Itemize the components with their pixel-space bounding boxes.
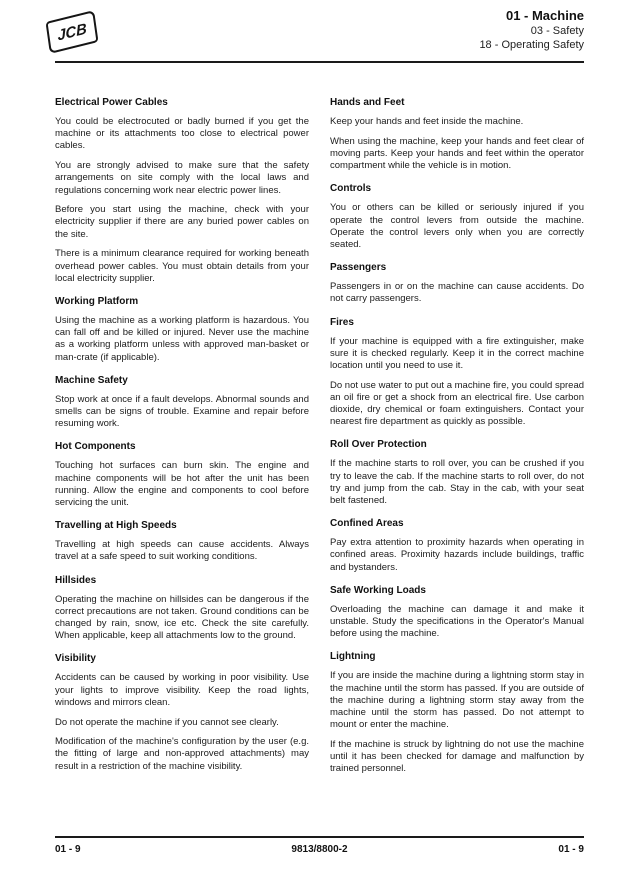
section-paragraphs	[330, 604, 584, 641]
safety-section	[55, 296, 309, 364]
header-rule	[55, 61, 584, 63]
section-heading: Roll Over Protection	[330, 439, 427, 451]
paragraph: Using the machine as a working platform is hazardous. You can fall off and be killed or injured. Never use the machine as a working platform unless with approved man-basket or man-crate (if applicable).	[55, 314, 309, 363]
right-column	[330, 95, 584, 783]
safety-section	[55, 441, 309, 509]
paragraph: If the machine is struck by lightning do not use the machine until it has been checked for damage and malfunction by trained personnel.	[330, 739, 584, 775]
section-paragraphs	[330, 458, 584, 507]
paragraph: Before you start using the machine, check with your electricity supplier if there are any buried power cables on the site.	[55, 204, 309, 240]
footer-page-number-left: 01 - 9	[55, 844, 81, 855]
section-paragraphs	[55, 116, 309, 285]
section-heading: Hot Components	[55, 441, 136, 453]
paragraph: Operating the machine on hillsides can be dangerous if the correct precautions are not taken. Ground conditions can be changed by rain, snow, ice etc. Check the site carefully. When applicable, keep all attachments low to the ground.	[55, 593, 309, 642]
paragraph: Travelling at high speeds can cause accidents. Always travel at a safe speed to suit working conditions.	[55, 539, 309, 563]
section-heading: Electrical Power Cables	[55, 97, 168, 108]
paragraph: When using the machine, keep your hands and feet clear of moving parts. Keep your hands and feet within the operator compartment while the vehicle is in motion.	[330, 135, 584, 172]
paragraph: Touching hot surfaces can burn skin. The engine and machine components will be hot after the unit has been running. Allow the engine and components to cool before servicing the unit.	[55, 460, 309, 508]
section-heading: Hands and Feet	[330, 97, 405, 108]
section-heading: Hillsides	[55, 574, 97, 586]
paragraph: You are strongly advised to make sure that the safety arrangements on site comply with the local laws and regulations concerning work near electric power lines.	[55, 160, 309, 196]
paragraph: Overloading the machine can damage it and make it unstable. Study the specifications in the Operator's Manual before using the machine.	[330, 603, 584, 640]
paragraph: Accidents can be caused by working in poor visibility. Use your lights to improve visibility. Keep the road lights, windows and mirrors clean.	[55, 672, 309, 708]
safety-section	[55, 575, 309, 643]
page-header	[479, 9, 584, 51]
section-paragraphs	[55, 672, 309, 772]
safety-section	[55, 520, 309, 563]
jcb-logo-text: JCB	[56, 19, 88, 45]
section-paragraphs	[55, 594, 309, 643]
page-content	[55, 95, 584, 783]
paragraph: If you are inside the machine during a lightning storm stay in the machine until the storm has passed. If you are outside of the machine during a lightning storm stay away from the machine until the storm has passed. Do not attempt to mount or enter the machine.	[330, 670, 585, 731]
section-heading: Safe Working Loads	[330, 584, 426, 596]
safety-section	[330, 262, 584, 305]
section-heading: Visibility	[55, 653, 96, 665]
page-footer	[55, 844, 584, 855]
section-heading: Controls	[330, 183, 372, 195]
section-paragraphs	[55, 539, 309, 563]
paragraph: You could be electrocuted or badly burned if you get the machine or its attachments too close to electrical power cables.	[55, 116, 309, 152]
paragraph: You or others can be killed or seriously injured if you operate the control levers from outside the machine. Operate the control levers only when you are correctly seated.	[330, 202, 584, 250]
footer-page-number-right: 01 - 9	[558, 844, 584, 855]
section-heading: Confined Areas	[330, 518, 404, 530]
paragraph: Do not use water to put out a machine fire, you could spread an oil fire or get a shock from an electrical fire. Use carbon dioxide, dry chemical or foam extinguishers. Contact your nearest fire department as quickly as possible.	[330, 379, 585, 428]
paragraph: Passengers in or on the machine can cause accidents. Do not carry passengers.	[330, 281, 584, 305]
safety-section	[330, 651, 584, 775]
jcb-logo-icon	[46, 10, 99, 54]
paragraph: Stop work at once if a fault develops. Abnormal sounds and smells can be signs of trouble. Examine and repair before resuming work.	[55, 393, 309, 430]
left-column	[55, 95, 309, 783]
safety-section	[55, 97, 309, 285]
section-heading: Travelling at High Speeds	[55, 520, 177, 532]
header-chapter-title: 01 - Machine	[505, 8, 584, 23]
paragraph: If your machine is equipped with a fire extinguisher, make sure it is checked regularly. Keep it in the correct machine location until you need to use it.	[330, 335, 584, 371]
section-paragraphs	[55, 460, 309, 509]
safety-section	[330, 439, 584, 507]
safety-section	[330, 585, 584, 641]
section-paragraphs	[330, 281, 584, 305]
section-heading: Fires	[330, 316, 354, 328]
safety-section	[55, 653, 309, 772]
header-section-title: 03 - Safety	[530, 24, 584, 37]
safety-section	[330, 518, 584, 574]
section-paragraphs	[330, 116, 584, 172]
paragraph: Modification of the machine's configuration by the user (e.g. the fitting of large and non-approved attachments) may result in a restriction of the machine visibility.	[55, 736, 309, 772]
paragraph: There is a minimum clearance required for working beneath overhead power cables. You must obtain details from your local electricity supplier.	[55, 248, 309, 284]
paragraph: Keep your hands and feet inside the machine.	[330, 116, 524, 127]
section-heading: Machine Safety	[55, 374, 128, 386]
paragraph: Pay extra attention to proximity hazards when operating in confined areas. Proximity hazards include buildings, traffic and bystanders.	[330, 537, 584, 573]
section-heading: Passengers	[330, 262, 387, 274]
footer-rule	[55, 836, 584, 838]
header-subsection-title: 18 - Operating Safety	[479, 38, 584, 51]
footer-publication-number: 9813/8800-2	[291, 844, 348, 855]
safety-section	[330, 317, 584, 429]
section-heading: Working Platform	[55, 295, 139, 307]
safety-section	[55, 375, 309, 431]
section-paragraphs	[330, 670, 584, 775]
section-paragraphs	[55, 315, 309, 364]
section-paragraphs	[55, 394, 309, 431]
safety-section	[330, 97, 584, 172]
section-heading: Lightning	[330, 651, 376, 663]
paragraph: If the machine starts to roll over, you can be crushed if you try to leave the cab. If the machine starts to roll over, do not try and jump from the cab. Stay in the cab, with your seat belt fastened.	[330, 458, 584, 507]
paragraph: Do not operate the machine if you cannot see clearly.	[55, 716, 279, 728]
section-paragraphs	[330, 336, 584, 429]
section-paragraphs	[330, 202, 584, 251]
section-paragraphs	[330, 537, 584, 574]
safety-section	[330, 183, 584, 251]
